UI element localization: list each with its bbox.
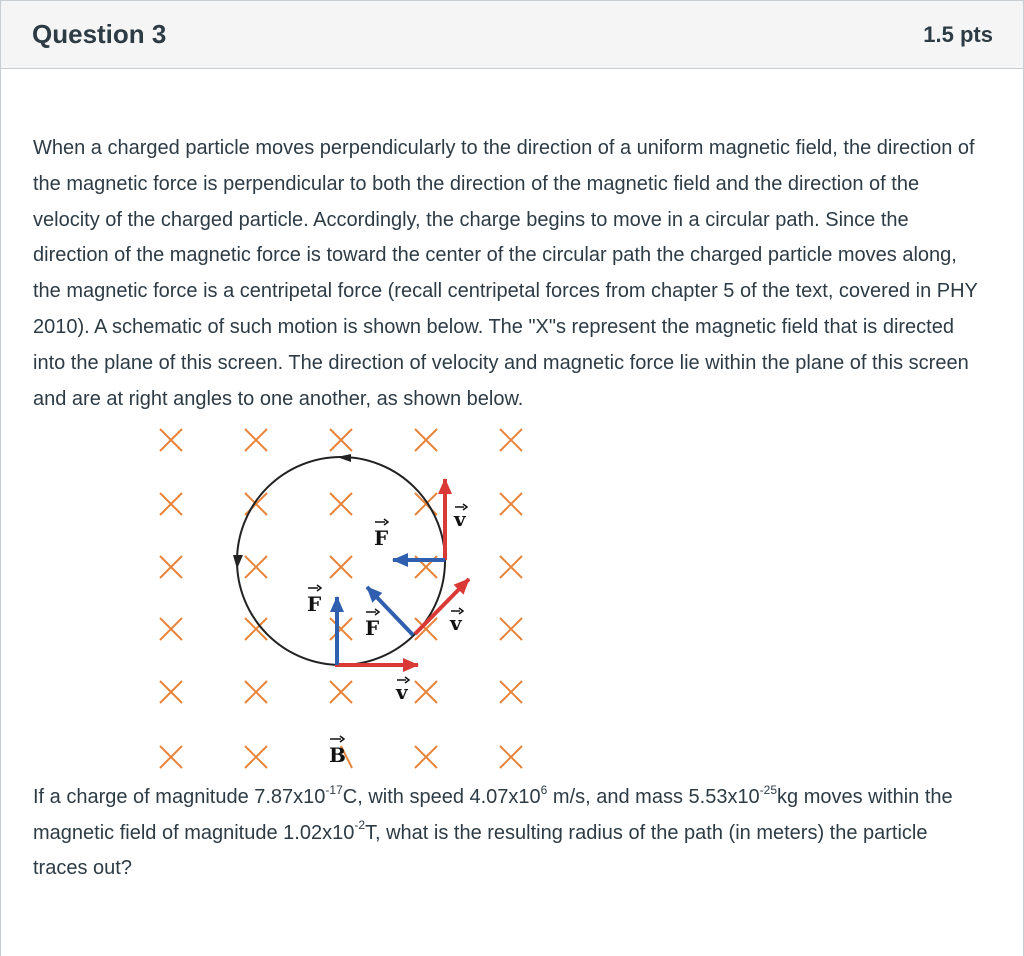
prompt-part-5: T, what is the resulting radius of the path (in meters) the particle traces out? (33, 821, 928, 880)
svg-text:v: v (454, 507, 466, 532)
field-x-mark (500, 493, 522, 515)
prompt-exp-1: -17 (325, 782, 343, 797)
force-label-top (374, 519, 388, 550)
field-x-mark (500, 681, 522, 703)
field-x-mark (415, 429, 437, 451)
field-x-mark (500, 556, 522, 578)
prompt-exp-4: -2 (354, 818, 365, 833)
field-x-mark (160, 618, 182, 640)
svg-text:B: B (329, 743, 346, 768)
question-paragraph: When a charged particle moves perpendicularly to the direction of a uniform magnetic field, the direction of the magnetic force is perpendicular to both the direction of the magnetic field and the direction of the velocity of the charged particle. Accordingly, the charge begins to move in a circular path. Since the direction of the magnetic force is toward the center of the circular path the charged particle moves along, the magnetic force is a centripetal force (recall centripetal forces from chapter 5 of the text, covered in PHY 2010). A schematic of such motion is shown below. The "X"s represent the magnetic field that is directed into the plane of this screen. The direction of velocity and magnetic force lie within the plane of this screen and are at right angles to one another, as shown below. (33, 137, 978, 410)
velocity-label-top (453, 504, 467, 531)
prompt-part-4: kg moves within the magnetic field of magnitude 1.02x10 (33, 786, 953, 844)
velocity-label-right (449, 608, 463, 635)
question-prompt (33, 780, 987, 887)
field-x-mark (160, 429, 182, 451)
field-x-mark (245, 556, 267, 578)
field-x-mark (245, 429, 267, 451)
question-header (1, 1, 1023, 69)
prompt-part-1: If a charge of magnitude 7.87x10 (33, 786, 326, 809)
field-x-mark (330, 556, 352, 578)
velocity-label-bottom (395, 677, 409, 704)
svg-text:v: v (396, 680, 408, 705)
field-x-mark (330, 429, 352, 451)
prompt-part-3: m/s, and mass 5.53x10 (547, 786, 760, 809)
field-x-mark (160, 681, 182, 703)
prompt-exp-3: -25 (759, 782, 778, 797)
prompt-part-2: C, with speed 4.07x10 (342, 786, 541, 809)
svg-text:F: F (307, 592, 322, 617)
question-title: Question 3 (32, 19, 167, 49)
field-x-mark (330, 681, 352, 703)
field-x-mark (330, 618, 352, 640)
field-x-mark (245, 681, 267, 703)
question-points: 1.5 pts (923, 21, 993, 47)
field-x-mark (500, 746, 522, 768)
svg-text:F: F (365, 616, 380, 641)
field-x-mark (160, 493, 182, 515)
field-x-mark (330, 493, 352, 515)
question-body (1, 131, 1023, 887)
diagram-svg (33, 417, 993, 792)
svg-text:v: v (450, 611, 462, 636)
field-x-mark (500, 429, 522, 451)
field-x-marks (160, 429, 522, 768)
field-x-mark (415, 681, 437, 703)
field-x-mark (245, 746, 267, 768)
field-label-b (329, 736, 346, 767)
prompt-exp-2: 6 (540, 782, 548, 797)
force-label-middle (365, 609, 379, 640)
svg-text:F: F (374, 526, 389, 551)
field-x-mark (500, 618, 522, 640)
field-x-mark (160, 556, 182, 578)
field-x-mark (415, 746, 437, 768)
magnetic-field-diagram (33, 417, 987, 792)
force-label-left (307, 585, 321, 616)
field-x-mark (160, 746, 182, 768)
